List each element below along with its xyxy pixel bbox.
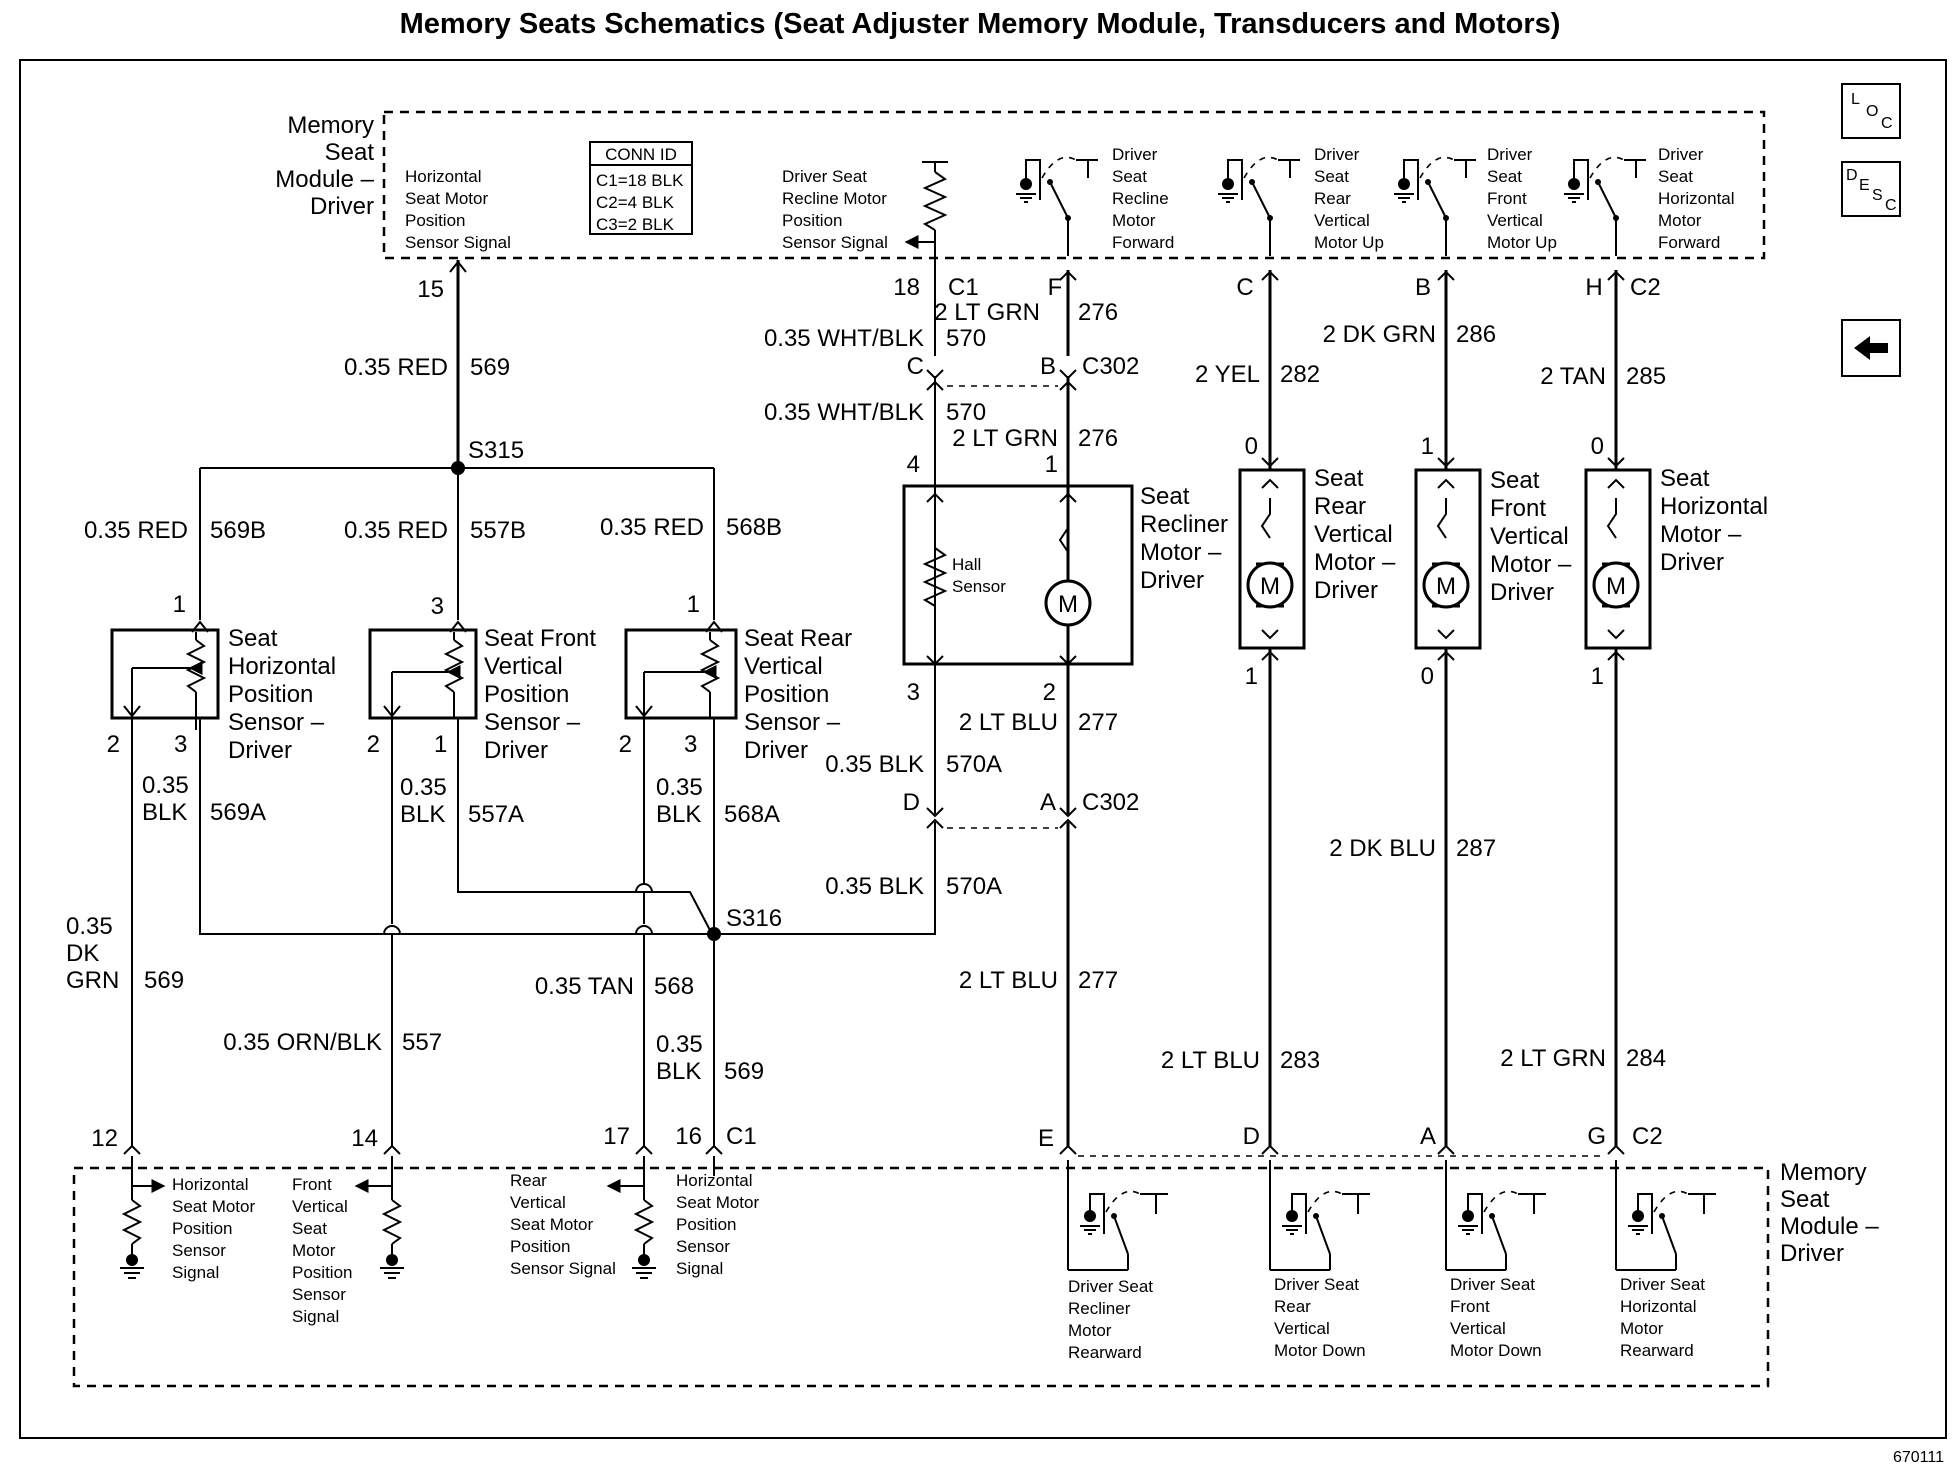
svg-text:Driver Seat: Driver Seat	[1450, 1275, 1536, 1294]
wire-568-color: 0.35 TAN	[534, 973, 634, 1000]
svg-text:Forward: Forward	[1658, 233, 1721, 252]
bottom-pin-e: E	[1037, 1125, 1054, 1152]
svg-text:Motor: Motor	[1620, 1319, 1664, 1338]
bottom-horiz-sensor-resistor	[120, 1156, 164, 1278]
desc-letter-d: D	[1846, 167, 1858, 184]
wire-569a	[200, 718, 934, 934]
svg-text:Memory: Memory	[287, 112, 374, 139]
svg-text:Rear: Rear	[1314, 189, 1351, 208]
page-title: Memory Seats Schematics (Seat Adjuster Memory Module, Transducers and Motors)	[399, 8, 1561, 40]
wire-285-color: 2 TAN	[1540, 363, 1606, 390]
relay-recline-forward	[1016, 157, 1098, 256]
svg-text:BLK: BLK	[142, 799, 188, 826]
pin-c-top: C	[1236, 274, 1254, 301]
wire-570-mid-color: 0.35 WHT/BLK	[763, 399, 924, 426]
svg-text:Driver: Driver	[1314, 145, 1360, 164]
svg-text:Horizontal: Horizontal	[1620, 1297, 1697, 1316]
relay-front-vertical-down	[1446, 1160, 1546, 1270]
wire-286-color: 2 DK GRN	[1322, 321, 1436, 348]
svg-text:Driver: Driver	[1112, 145, 1158, 164]
svg-text:Vertical: Vertical	[1314, 211, 1370, 230]
wire-569-top-color: 0.35 RED	[343, 354, 448, 381]
bottom-pin-a: A	[1419, 1123, 1436, 1150]
switch-recline-rearward-label	[1068, 1277, 1153, 1362]
bottom-horiz-sensor-signal-label-2	[676, 1171, 759, 1278]
svg-text:Position: Position	[172, 1219, 233, 1238]
svg-text:Motor Up: Motor Up	[1314, 233, 1384, 252]
front-vertical-motor-pin-top: 1	[1420, 433, 1434, 460]
svg-text:Driver: Driver	[228, 737, 292, 764]
svg-text:BLK: BLK	[656, 1058, 702, 1085]
switch-front-down-label	[1450, 1275, 1542, 1360]
svg-text:Motor Down: Motor Down	[1274, 1341, 1366, 1360]
switch-rear-up-label	[1314, 145, 1384, 252]
svg-text:BLK: BLK	[400, 801, 446, 828]
top-horiz-sensor-signal-label	[405, 167, 511, 252]
svg-text:Rear: Rear	[1314, 493, 1367, 520]
connector-c1-bottom: C1	[726, 1123, 757, 1150]
relay-rear-vertical-up	[1218, 157, 1300, 256]
bottom-relay-switches	[1068, 1160, 1716, 1270]
c302-pin-d: D	[902, 789, 920, 816]
svg-text:Driver: Driver	[1487, 145, 1533, 164]
rear-vertical-motor-pin-bottom: 1	[1244, 663, 1258, 690]
recline-sensor-resistor	[906, 162, 948, 270]
wire-276	[1060, 270, 1076, 476]
svg-text:Sensor Signal: Sensor Signal	[510, 1259, 616, 1278]
horiz-sensor-pin-2: 2	[106, 731, 120, 758]
bottom-front-sensor-resistor	[356, 1156, 404, 1278]
rear-position-sensor	[626, 622, 736, 718]
wire-557b-color: 0.35 RED	[343, 517, 448, 544]
rear-vertical-motor-m: M	[1260, 573, 1280, 600]
svg-text:Horizontal: Horizontal	[228, 653, 337, 680]
svg-text:C1=18 BLK: C1=18 BLK	[596, 171, 684, 190]
horizontal-motor-pin-top: 0	[1590, 433, 1604, 460]
bottom-pin-g: G	[1587, 1123, 1606, 1150]
wire-570a-top-color: 0.35 BLK	[825, 751, 924, 778]
svg-text:Signal: Signal	[172, 1263, 220, 1282]
svg-text:Seat: Seat	[324, 139, 374, 166]
figure-id: 670111	[1892, 1449, 1944, 1466]
svg-text:Horizontal: Horizontal	[1658, 189, 1735, 208]
horiz-sensor-pin-1: 1	[172, 591, 186, 618]
connector-c2-bottom: C2	[1632, 1123, 1663, 1150]
wire-277-bottom-color: 2 LT BLU	[958, 967, 1058, 994]
svg-text:Rear: Rear	[510, 1171, 547, 1190]
wire-276-mid-color: 2 LT GRN	[952, 425, 1058, 452]
svg-text:Driver: Driver	[310, 193, 374, 220]
wire-569a-label	[142, 772, 266, 826]
svg-text:Seat Motor: Seat Motor	[172, 1197, 256, 1216]
relay-horizontal-rearward	[1616, 1160, 1716, 1270]
wire-569b-number: 569B	[210, 517, 267, 544]
svg-text:Position: Position	[782, 211, 843, 230]
svg-text:Vertical: Vertical	[1450, 1319, 1506, 1338]
bottom-pin-d: D	[1242, 1123, 1260, 1150]
c302-pin-c: C	[906, 353, 924, 380]
desc-letter-e: E	[1859, 177, 1870, 194]
rear-vertical-motor-pin-top: 0	[1244, 433, 1258, 460]
recliner-pin-1: 1	[1044, 451, 1058, 478]
wire-283-number: 283	[1280, 1047, 1321, 1074]
wire-569-blk-label	[656, 1031, 764, 1085]
svg-text:Motor Up: Motor Up	[1487, 233, 1557, 252]
relay-recline-rearward	[1068, 1160, 1168, 1270]
switch-horiz-rearward-label	[1620, 1275, 1705, 1360]
svg-text:Horizontal: Horizontal	[172, 1175, 249, 1194]
svg-text:Front: Front	[292, 1175, 332, 1194]
horizontal-motor-m: M	[1606, 573, 1626, 600]
splice-s315-label: S315	[468, 437, 525, 464]
wire-284-color: 2 LT GRN	[1500, 1045, 1606, 1072]
bottom-pin-16: 16	[675, 1123, 702, 1150]
front-sensor-pin-1: 1	[434, 731, 448, 758]
front-position-sensor	[370, 622, 476, 718]
wire-568	[636, 718, 652, 1146]
svg-text:Sensor –: Sensor –	[228, 709, 325, 736]
svg-text:Signal: Signal	[292, 1307, 340, 1326]
wire-277-top-number: 277	[1078, 709, 1119, 736]
svg-text:Horizontal: Horizontal	[1660, 493, 1769, 520]
svg-text:GRN: GRN	[66, 967, 120, 994]
svg-text:Position: Position	[228, 681, 314, 708]
c302-pin-b: B	[1039, 353, 1056, 380]
svg-text:Sensor: Sensor	[172, 1241, 226, 1260]
front-sensor-pin-2: 2	[366, 731, 380, 758]
svg-text:Driver: Driver	[1314, 577, 1378, 604]
switch-front-up-label	[1487, 145, 1557, 252]
svg-text:Motor: Motor	[1068, 1321, 1112, 1340]
wire-286-number: 286	[1456, 321, 1497, 348]
top-module-name	[275, 112, 374, 220]
pin-15: 15	[417, 276, 444, 303]
wire-568a-label	[656, 774, 780, 828]
connector-c2-top: C2	[1630, 274, 1661, 301]
svg-text:Sensor Signal: Sensor Signal	[782, 233, 888, 252]
svg-text:Seat: Seat	[1314, 465, 1364, 492]
svg-text:Seat Front: Seat Front	[484, 625, 597, 652]
wire-276-top-color: 2 LT GRN	[934, 299, 1040, 326]
front-vertical-motor-pin-bottom: 0	[1420, 663, 1434, 690]
front-sensor-label	[484, 625, 596, 764]
svg-text:Front: Front	[1487, 189, 1527, 208]
svg-text:Seat: Seat	[1487, 167, 1522, 186]
wire-282-number: 282	[1280, 361, 1321, 388]
svg-text:Sensor –: Sensor –	[484, 709, 581, 736]
back-button[interactable]	[1842, 320, 1900, 376]
svg-text:Seat: Seat	[1490, 467, 1540, 494]
svg-text:Vertical: Vertical	[744, 653, 823, 680]
svg-text:Motor: Motor	[1112, 211, 1156, 230]
wire-285-number: 285	[1626, 363, 1667, 390]
svg-text:569: 569	[144, 967, 185, 994]
svg-text:Forward: Forward	[1112, 233, 1175, 252]
svg-text:C3=2 BLK: C3=2 BLK	[596, 215, 674, 234]
switch-recline-forward-label	[1112, 145, 1174, 252]
wire-570-top-color: 0.35 WHT/BLK	[763, 325, 924, 352]
svg-text:Horizontal: Horizontal	[405, 167, 482, 186]
svg-text:Vertical: Vertical	[292, 1197, 348, 1216]
svg-text:557A: 557A	[468, 801, 525, 828]
svg-text:Sensor –: Sensor –	[744, 709, 841, 736]
svg-text:Position: Position	[405, 211, 466, 230]
svg-text:C2=4 BLK: C2=4 BLK	[596, 193, 674, 212]
svg-text:Position: Position	[744, 681, 830, 708]
svg-text:Driver Seat: Driver Seat	[1274, 1275, 1360, 1294]
recliner-pin-4: 4	[906, 451, 920, 478]
wire-557-number: 557	[402, 1029, 443, 1056]
svg-text:Rearward: Rearward	[1068, 1343, 1142, 1362]
svg-text:Hall: Hall	[952, 555, 982, 574]
wire-557a-label	[400, 774, 524, 828]
rear-sensor-pin-3: 3	[684, 731, 698, 758]
svg-text:Signal: Signal	[676, 1259, 724, 1278]
loc-button[interactable]	[1842, 84, 1900, 138]
svg-text:Motor –: Motor –	[1660, 521, 1742, 548]
svg-text:Sensor Signal: Sensor Signal	[405, 233, 511, 252]
pin-f: F	[1047, 274, 1063, 301]
svg-text:Module –: Module –	[1780, 1213, 1879, 1240]
loc-letter-o: O	[1866, 103, 1879, 120]
bottom-pin-17: 17	[603, 1123, 630, 1150]
svg-text:Vertical: Vertical	[1274, 1319, 1330, 1338]
svg-text:Motor –: Motor –	[1140, 539, 1222, 566]
rear-vertical-motor	[1240, 270, 1304, 1146]
svg-text:Horizontal: Horizontal	[676, 1171, 753, 1190]
svg-text:Seat: Seat	[1314, 167, 1349, 186]
bottom-pin-12: 12	[91, 1125, 118, 1152]
svg-text:Driver: Driver	[1658, 145, 1704, 164]
svg-text:Seat Motor: Seat Motor	[510, 1215, 594, 1234]
wire-283-color: 2 LT BLU	[1160, 1047, 1260, 1074]
svg-text:Seat Motor: Seat Motor	[676, 1193, 760, 1212]
svg-text:Driver Seat: Driver Seat	[1620, 1275, 1706, 1294]
svg-text:Front: Front	[1490, 495, 1547, 522]
svg-text:Position: Position	[484, 681, 570, 708]
wire-569b-color: 0.35 RED	[83, 517, 188, 544]
horiz-sensor-label	[228, 625, 336, 764]
svg-text:Motor –: Motor –	[1490, 551, 1572, 578]
svg-text:Module –: Module –	[275, 166, 374, 193]
horizontal-motor-pin-bottom: 1	[1590, 663, 1604, 690]
svg-text:0.35: 0.35	[656, 774, 703, 801]
top-recline-sensor-signal-label	[782, 167, 888, 252]
svg-text:Seat Rear: Seat Rear	[744, 625, 853, 652]
svg-text:Sensor: Sensor	[292, 1285, 346, 1304]
wire-277-bottom-number: 277	[1078, 967, 1119, 994]
wire-557	[384, 718, 400, 1146]
wire-569-top-number: 569	[470, 354, 511, 381]
svg-text:Motor Down: Motor Down	[1450, 1341, 1542, 1360]
desc-letter-s: S	[1872, 187, 1883, 204]
wire-277	[1060, 676, 1076, 1146]
svg-text:Rearward: Rearward	[1620, 1341, 1694, 1360]
svg-text:Rear: Rear	[1274, 1297, 1311, 1316]
svg-text:Memory: Memory	[1780, 1159, 1867, 1186]
desc-letter-c: C	[1885, 197, 1897, 214]
c302-pin-a: A	[1039, 789, 1056, 816]
bottom-module-name	[1780, 1159, 1879, 1267]
horizontal-motor-label	[1660, 465, 1768, 576]
svg-text:Seat: Seat	[1140, 483, 1190, 510]
front-vertical-motor	[1416, 270, 1480, 1146]
svg-text:Recline Motor: Recline Motor	[782, 189, 887, 208]
wire-568-number: 568	[654, 973, 695, 1000]
rear-sensor-label	[744, 625, 852, 764]
splice-s316-label: S316	[726, 905, 783, 932]
svg-text:Sensor: Sensor	[676, 1237, 730, 1256]
bottom-pin-markers	[124, 1146, 1624, 1154]
conn-id-box	[590, 142, 692, 234]
wire-568b-number: 568B	[726, 514, 783, 541]
svg-text:568A: 568A	[724, 801, 781, 828]
svg-text:Seat: Seat	[1112, 167, 1147, 186]
svg-text:569: 569	[724, 1058, 765, 1085]
loc-letter-l: L	[1851, 91, 1860, 108]
svg-text:Seat: Seat	[1658, 167, 1693, 186]
wire-557-color: 0.35 ORN/BLK	[223, 1029, 382, 1056]
rear-vertical-motor-label	[1314, 465, 1396, 604]
svg-text:Seat Motor: Seat Motor	[405, 189, 489, 208]
bottom-pin-14: 14	[351, 1125, 378, 1152]
svg-text:Motor –: Motor –	[1314, 549, 1396, 576]
rear-sensor-pin-1: 1	[686, 591, 700, 618]
svg-text:BLK: BLK	[656, 801, 702, 828]
wire-570a-mid-color: 0.35 BLK	[825, 873, 924, 900]
svg-text:Motor: Motor	[292, 1241, 336, 1260]
recliner-motor	[904, 476, 1132, 676]
recliner-pin-2: 2	[1042, 679, 1056, 706]
relay-horizontal-forward	[1564, 157, 1646, 256]
svg-text:Driver Seat: Driver Seat	[782, 167, 868, 186]
svg-text:Driver: Driver	[744, 737, 808, 764]
wire-282-color: 2 YEL	[1195, 361, 1260, 388]
svg-text:Sensor: Sensor	[952, 577, 1006, 596]
wire-569-dkgrn-label	[66, 913, 184, 994]
svg-text:Seat: Seat	[1780, 1186, 1830, 1213]
svg-text:DK: DK	[66, 940, 100, 967]
svg-text:Position: Position	[292, 1263, 353, 1282]
bottom-horiz-sensor-signal-label	[172, 1175, 255, 1282]
svg-text:Position: Position	[510, 1237, 571, 1256]
relay-rear-vertical-down	[1270, 1160, 1370, 1270]
svg-text:Seat: Seat	[292, 1219, 327, 1238]
wire-276-top-number: 276	[1078, 299, 1119, 326]
wire-570-mid-number: 570	[946, 399, 987, 426]
svg-text:Recliner: Recliner	[1140, 511, 1229, 538]
svg-text:Seat: Seat	[1660, 465, 1710, 492]
pin-18: 18	[893, 274, 920, 301]
wire-568b-color: 0.35 RED	[599, 514, 704, 541]
svg-text:Driver: Driver	[1780, 1240, 1844, 1267]
svg-text:Driver Seat: Driver Seat	[1068, 1277, 1154, 1296]
wire-287-number: 287	[1456, 835, 1497, 862]
wire-287-color: 2 DK BLU	[1329, 835, 1436, 862]
wire-557b-number: 557B	[470, 517, 527, 544]
svg-text:0.35: 0.35	[656, 1031, 703, 1058]
desc-button[interactable]	[1842, 162, 1900, 216]
svg-text:0.35: 0.35	[66, 913, 113, 940]
horiz-sensor-pin-3: 3	[174, 731, 188, 758]
horizontal-motor	[1586, 270, 1650, 1146]
svg-text:Driver: Driver	[1660, 549, 1724, 576]
wire-277-top-color: 2 LT BLU	[958, 709, 1058, 736]
front-vertical-motor-m: M	[1436, 573, 1456, 600]
front-sensor-pin-3: 3	[430, 593, 444, 620]
relay-front-vertical-up	[1394, 157, 1476, 256]
loc-letter-c: C	[1881, 115, 1893, 132]
svg-text:Recliner: Recliner	[1068, 1299, 1131, 1318]
rear-sensor-pin-2: 2	[618, 731, 632, 758]
recliner-pin-3: 3	[906, 679, 920, 706]
svg-text:Vertical: Vertical	[1487, 211, 1543, 230]
recliner-motor-m: M	[1058, 591, 1078, 618]
svg-text:Seat: Seat	[228, 625, 278, 652]
svg-text:Driver: Driver	[1140, 567, 1204, 594]
switch-rear-down-label	[1274, 1275, 1366, 1360]
svg-text:Driver: Driver	[1490, 579, 1554, 606]
pin-b-top: B	[1414, 274, 1432, 301]
wire-570a-top-number: 570A	[946, 751, 1003, 778]
svg-text:CONN ID: CONN ID	[605, 145, 677, 164]
wire-284-number: 284	[1626, 1045, 1667, 1072]
wire-569-top	[450, 260, 466, 468]
connector-c302-top: C302	[1082, 353, 1140, 380]
svg-text:Recline: Recline	[1112, 189, 1169, 208]
svg-text:Vertical: Vertical	[484, 653, 563, 680]
connector-c1-top: C1	[948, 274, 979, 301]
svg-text:Front: Front	[1450, 1297, 1490, 1316]
svg-text:0.35: 0.35	[142, 772, 189, 799]
pin-h: H	[1585, 274, 1603, 301]
wire-570-top-number: 570	[946, 325, 987, 352]
svg-text:Driver: Driver	[484, 737, 548, 764]
bottom-front-sensor-signal-label	[292, 1175, 352, 1326]
svg-text:Vertical: Vertical	[1314, 521, 1393, 548]
connector-c302-bottom: C302	[1082, 789, 1140, 816]
svg-text:0.35: 0.35	[400, 774, 447, 801]
front-vertical-motor-label	[1490, 467, 1572, 606]
bottom-rear-sensor-signal-label	[510, 1171, 616, 1278]
switch-horiz-forward-label	[1658, 145, 1735, 252]
svg-text:569A: 569A	[210, 799, 267, 826]
svg-text:Motor: Motor	[1658, 211, 1702, 230]
horiz-position-sensor	[112, 622, 218, 730]
wire-570a-mid-number: 570A	[946, 873, 1003, 900]
wire-276-mid-number: 276	[1078, 425, 1119, 452]
svg-text:Vertical: Vertical	[510, 1193, 566, 1212]
svg-text:Position: Position	[676, 1215, 737, 1234]
svg-text:Vertical: Vertical	[1490, 523, 1569, 550]
recliner-motor-label	[1140, 483, 1228, 594]
